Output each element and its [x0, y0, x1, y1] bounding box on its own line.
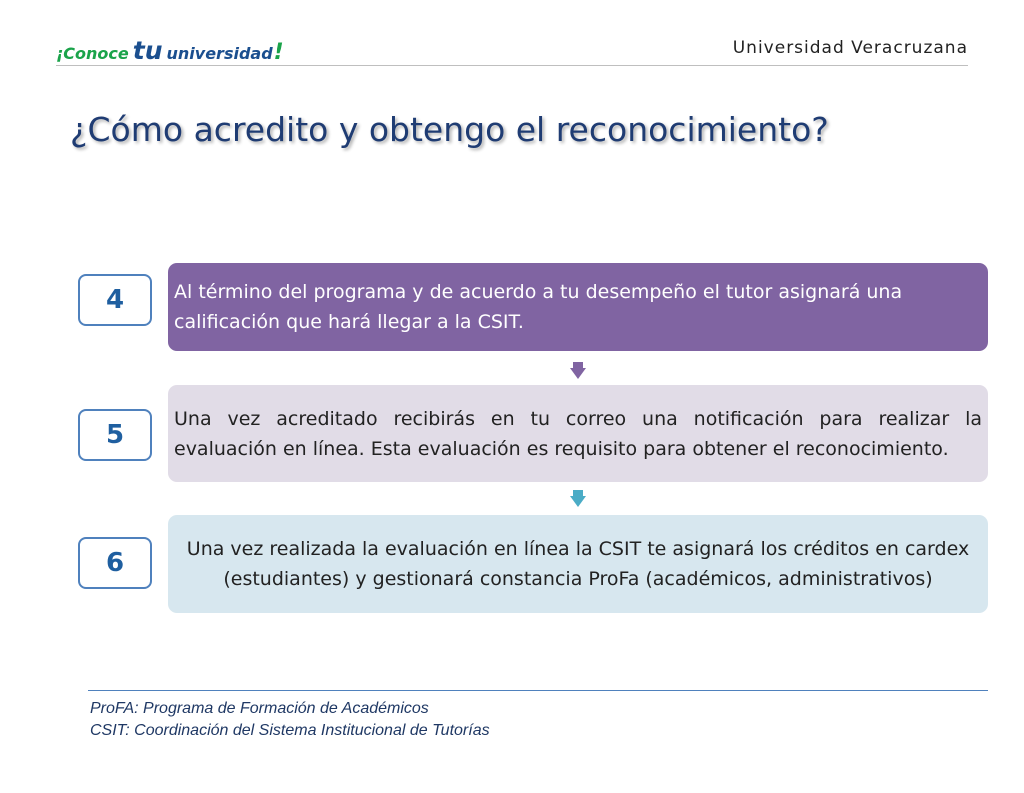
page-title: ¿Cómo acredito y obtengo el reconocimiento?	[70, 110, 829, 149]
step-text-6: Una vez realizada la evaluación en línea la CSIT te asignará los créditos en cardex (estudiantes) y gestionará constancia ProFa (académicos, administrativos)	[186, 538, 970, 590]
logo-text-tu: tu	[132, 36, 163, 65]
logo	[56, 36, 284, 66]
footnotes	[90, 698, 490, 742]
arrow-down-icon-head	[570, 496, 586, 507]
step-number-5: 5	[78, 409, 152, 461]
step-text-4: Al término del programa y de acuerdo a tu desempeño el tutor asignará una calificación que hará llegar a la CSIT.	[174, 281, 903, 333]
footnote-csit: CSIT: Coordinación del Sistema Institucional de Tutorías	[90, 722, 490, 739]
logo-text-universidad: universidad	[166, 44, 273, 63]
arrow-down-icon-head	[570, 368, 586, 379]
step-text-5: Una vez acreditado recibirás en tu correo una notificación para realizar la evaluación en línea. Esta evaluación es requisito para obtener el reconocimiento.	[174, 407, 982, 460]
header-divider	[56, 65, 968, 66]
step-number-4: 4	[78, 274, 152, 326]
footnote-profa: ProFA: Programa de Formación de Académicos	[90, 700, 429, 717]
step-number-6: 6	[78, 537, 152, 589]
organization-name: Universidad Veracruzana	[732, 38, 968, 58]
logo-text-exclamation: !	[273, 40, 284, 65]
step-box-5	[168, 385, 988, 482]
footer-divider	[88, 690, 988, 691]
step-box-6	[168, 515, 988, 613]
logo-text-conoce: ¡Conoce	[56, 44, 129, 63]
step-box-4	[168, 263, 988, 351]
